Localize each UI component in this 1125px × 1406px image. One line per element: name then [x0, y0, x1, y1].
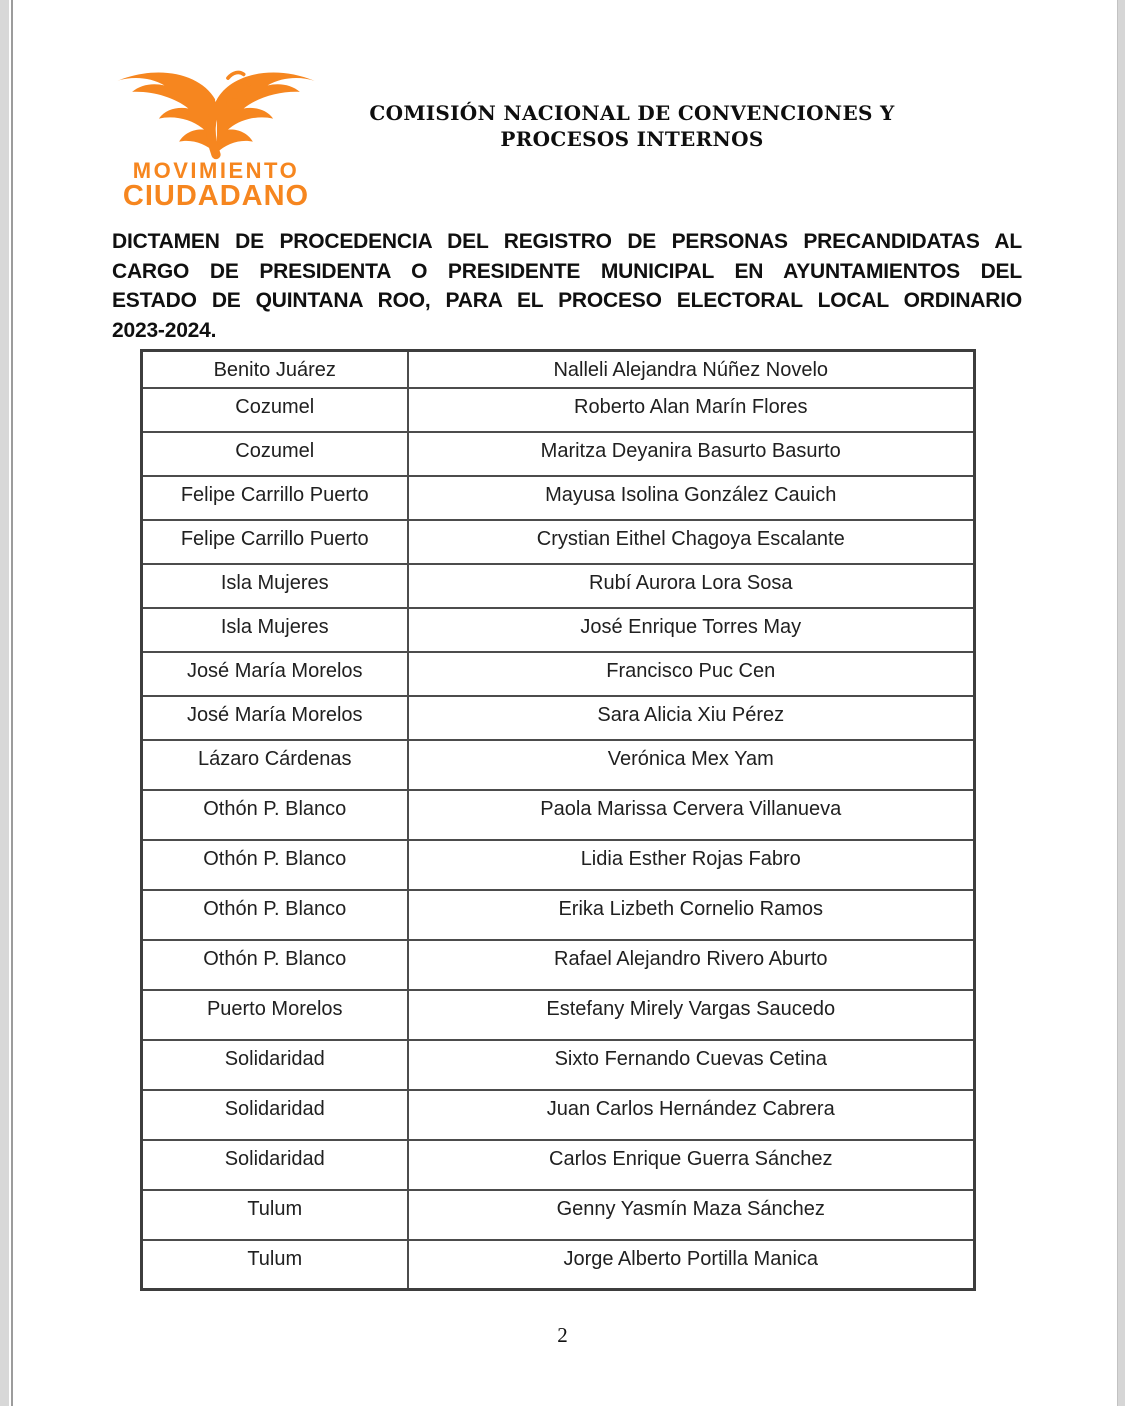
candidate-name-cell: Rubí Aurora Lora Sosa — [408, 564, 975, 608]
dictamen-line: DICTAMEN DE PROCEDENCIA DEL REGISTRO DE PERSONAS PRECANDIDATAS AL — [112, 230, 1022, 253]
table-row — [142, 520, 975, 564]
table-row — [142, 740, 975, 790]
table-row — [142, 940, 975, 990]
candidate-name-cell: Carlos Enrique Guerra Sánchez — [408, 1140, 975, 1190]
municipality-cell: Cozumel — [142, 432, 408, 476]
table-row — [142, 890, 975, 940]
commission-title — [362, 100, 902, 213]
table-row — [142, 432, 975, 476]
municipality-cell: Cozumel — [142, 388, 408, 432]
municipality-cell: Lázaro Cárdenas — [142, 740, 408, 790]
candidate-name-cell: Crystian Eithel Chagoya Escalante — [408, 520, 975, 564]
municipality-cell: Solidaridad — [142, 1090, 408, 1140]
table-row — [142, 608, 975, 652]
scan-edge-left-line — [11, 0, 13, 1406]
municipality-cell: Puerto Morelos — [142, 990, 408, 1040]
table-row — [142, 1040, 975, 1090]
municipality-cell: Solidaridad — [142, 1140, 408, 1190]
table-row — [142, 790, 975, 840]
table-row — [142, 476, 975, 520]
candidate-name-cell: Sixto Fernando Cuevas Cetina — [408, 1040, 975, 1090]
candidate-name-cell: Erika Lizbeth Cornelio Ramos — [408, 890, 975, 940]
table-row — [142, 990, 975, 1040]
municipality-cell: José María Morelos — [142, 652, 408, 696]
candidates-table-body — [142, 351, 975, 1290]
municipality-cell: Othón P. Blanco — [142, 840, 408, 890]
table-row — [142, 564, 975, 608]
dictamen-paragraph — [112, 227, 1022, 345]
municipality-cell: Othón P. Blanco — [142, 790, 408, 840]
municipality-cell: Isla Mujeres — [142, 564, 408, 608]
table-row — [142, 1240, 975, 1290]
dictamen-line: CARGO DE PRESIDENTA O PRESIDENTE MUNICIPAL EN AYUNTAMIENTOS DEL — [112, 259, 1022, 283]
candidate-name-cell: Jorge Alberto Portilla Manica — [408, 1240, 975, 1290]
candidate-name-cell: Mayusa Isolina González Cauich — [408, 476, 975, 520]
municipality-cell: Felipe Carrillo Puerto — [142, 520, 408, 564]
candidate-name-cell: Juan Carlos Hernández Cabrera — [408, 1090, 975, 1140]
table-row — [142, 840, 975, 890]
commission-title-line2: PROCESOS INTERNOS — [500, 127, 764, 151]
document-header — [0, 0, 1125, 213]
scan-edge-left — [0, 0, 9, 1406]
municipality-cell: Othón P. Blanco — [142, 890, 408, 940]
candidate-name-cell: Paola Marissa Cervera Villanueva — [408, 790, 975, 840]
page-number: 2 — [557, 1323, 568, 1347]
table-row — [142, 351, 975, 388]
table-row — [142, 696, 975, 740]
candidate-name-cell: Nalleli Alejandra Núñez Novelo — [408, 351, 975, 388]
candidate-name-cell: Francisco Puc Cen — [408, 652, 975, 696]
logo-text-movimiento: MOVIMIENTO — [132, 158, 300, 183]
candidate-name-cell: José Enrique Torres May — [408, 608, 975, 652]
page-footer — [0, 1323, 1125, 1348]
candidate-name-cell: Roberto Alan Marín Flores — [408, 388, 975, 432]
table-row — [142, 1140, 975, 1190]
table-row — [142, 652, 975, 696]
dictamen-line: ESTADO DE QUINTANA ROO, PARA EL PROCESO ELECTORAL LOCAL ORDINARIO — [112, 289, 1022, 312]
candidate-name-cell: Verónica Mex Yam — [408, 740, 975, 790]
candidate-name-cell: Estefany Mirely Vargas Saucedo — [408, 990, 975, 1040]
table-row — [142, 388, 975, 432]
table-row — [142, 1190, 975, 1240]
municipality-cell: Solidaridad — [142, 1040, 408, 1090]
candidates-table — [140, 349, 976, 1291]
dictamen-line: 2023-2024. — [112, 318, 217, 342]
municipality-cell: Felipe Carrillo Puerto — [142, 476, 408, 520]
municipality-cell: Tulum — [142, 1190, 408, 1240]
candidate-name-cell: Genny Yasmín Maza Sánchez — [408, 1190, 975, 1240]
municipality-cell: Isla Mujeres — [142, 608, 408, 652]
table-row — [142, 1090, 975, 1140]
candidate-name-cell: Sara Alicia Xiu Pérez — [408, 696, 975, 740]
party-logo — [106, 66, 326, 213]
logo-text-ciudadano: CIUDADANO — [122, 180, 310, 212]
commission-title-line1: COMISIÓN NACIONAL DE CONVENCIONES Y — [369, 101, 895, 125]
scan-edge-right — [1117, 0, 1125, 1406]
municipality-cell: José María Morelos — [142, 696, 408, 740]
municipality-cell: Benito Juárez — [142, 351, 408, 388]
municipality-cell: Tulum — [142, 1240, 408, 1290]
candidate-name-cell: Maritza Deyanira Basurto Basurto — [408, 432, 975, 476]
eagle-icon — [110, 66, 322, 162]
municipality-cell: Othón P. Blanco — [142, 940, 408, 990]
candidate-name-cell: Rafael Alejandro Rivero Aburto — [408, 940, 975, 990]
candidate-name-cell: Lidia Esther Rojas Fabro — [408, 840, 975, 890]
